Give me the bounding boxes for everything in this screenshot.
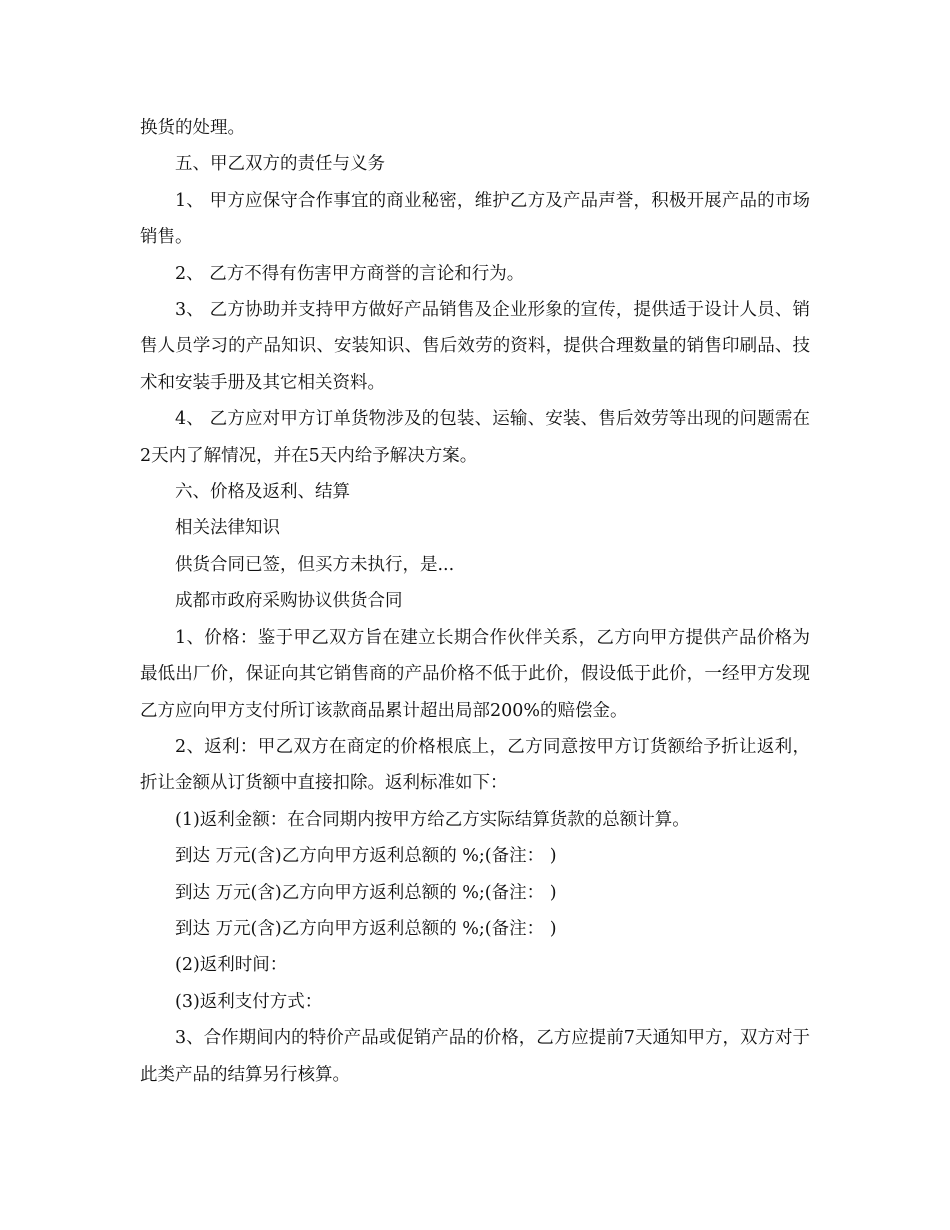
paragraph-6-3-special-price: 3、合作期间内的特价产品或促销产品的价格，乙方应提前7天通知甲方，双方对于此类产品的结算另行核算。 bbox=[140, 1028, 810, 1085]
heading-section-5: 五、甲乙双方的责任与义务 bbox=[175, 154, 385, 175]
rebate-tier-2: 到达 万元(含)乙方向甲方返利总额的 %;(备注： ) bbox=[175, 882, 557, 903]
paragraph-5-3: 3、 乙方协助并支持甲方做好产品销售及企业形象的宣传，提供适于设计人员、销售人员学习的产品知识、安装知识、售后效劳的资料，提供合理数量的销售印刷品、技术和安装手册及其它相关资料。 bbox=[140, 300, 810, 393]
paragraph-5-1: 1、 甲方应保守合作事宜的商业秘密，维护乙方及产品声誉，积极开展产品的市场销售。 bbox=[140, 190, 810, 248]
paragraph-rebate-payment: (3)返利支付方式： bbox=[175, 991, 323, 1012]
related-link-2: 成都市政府采购协议供货合同 bbox=[175, 591, 403, 612]
paragraph-5-2: 2、 乙方不得有伤害甲方商誉的言论和行为。 bbox=[175, 263, 525, 284]
paragraph-exchange-handling: 换货的处理。 bbox=[140, 118, 245, 138]
rebate-tier-3: 到达 万元(含)乙方向甲方返利总额的 %;(备注： ) bbox=[175, 918, 557, 939]
document-body bbox=[140, 110, 810, 1093]
paragraph-6-1-price: 1、价格：鉴于甲乙双方旨在建立长期合作伙伴关系，乙方向甲方提供产品价格为最低出厂价，保证向其它销售商的产品价格不低于此价，假设低于此价，一经甲方发现乙方应向甲方支付所订该款商品累计超出局部200%的赔偿金。 bbox=[140, 627, 810, 721]
rebate-tier-1: 到达 万元(含)乙方向甲方返利总额的 %;(备注： ) bbox=[175, 846, 557, 867]
paragraph-5-4: 4、 乙方应对甲方订单货物涉及的包装、运输、安装、售后效劳等出现的问题需在2天内了解情况，并在5天内给予解决方案。 bbox=[140, 409, 810, 466]
related-legal-knowledge-label: 相关法律知识 bbox=[175, 518, 280, 539]
paragraph-6-2-rebate: 2、返利：甲乙双方在商定的价格根底上，乙方同意按甲方订货额给予折让返利，折让金额从订货额中直接扣除。返利标准如下： bbox=[140, 736, 810, 794]
related-link-1: 供货合同已签，但买方未执行，是... bbox=[175, 554, 455, 575]
paragraph-rebate-time: (2)返利时间： bbox=[175, 955, 288, 976]
heading-section-6: 六、价格及返利、结算 bbox=[175, 482, 350, 503]
paragraph-rebate-amount: (1)返利金额：在合同期内按甲方给乙方实际结算货款的总额计算。 bbox=[175, 809, 690, 830]
